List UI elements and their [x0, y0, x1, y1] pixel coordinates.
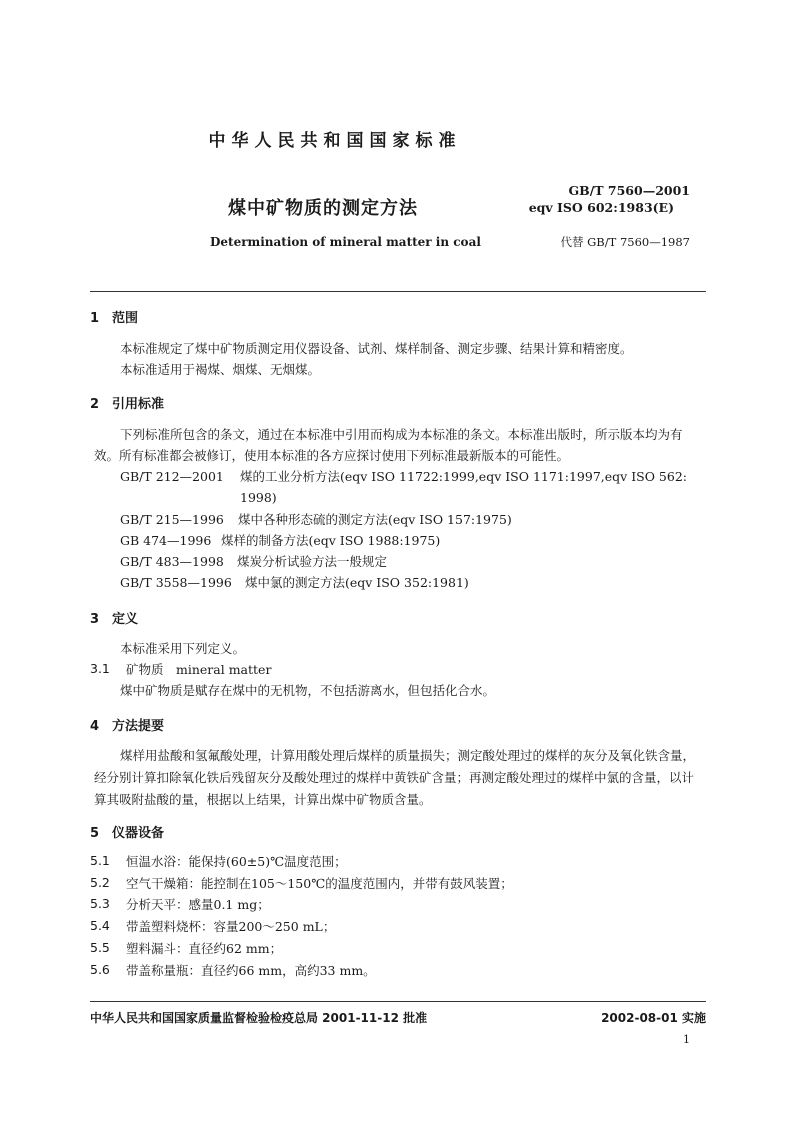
section-4-text: 煤样用盐酸和氢氟酸处理，计算用酸处理后煤样的质量损失；测定酸处理过的煤样的灰分及氧化铁含量，经分别计算扣除氧化铁后残留灰分及酸处理过的煤样中黄铁矿含量；再测定酸处理过的煤样中氯的含量，以计算其吸附盐酸的量，根据以上结果，计算出煤中矿物质含量。	[94, 748, 696, 807]
definition-number: 3.1	[90, 661, 110, 676]
reference-code: GB/T 3558—1996	[120, 575, 232, 590]
section-1-heading: 1 范围	[90, 311, 139, 326]
page-number: 1	[683, 1033, 690, 1046]
reference-title: 煤样的制备方法(eqv ISO 1988:1975)	[221, 533, 441, 548]
standard-number: GB/T 7560—2001	[568, 183, 690, 198]
section-1-paragraph-1: 本标准规定了煤中矿物质测定用仪器设备、试剂、煤样制备、测定步骤、结果计算和精密度。	[120, 341, 633, 356]
footer-divider	[90, 1001, 706, 1002]
document-title: 煤中矿物质的测定方法	[228, 198, 418, 219]
reference-code: GB/T 215—1996	[120, 512, 224, 527]
section-5-heading: 5 仪器设备	[90, 826, 165, 841]
list-item-number: 5.1	[90, 853, 110, 868]
list-item: 分析天平：感量0.1 mg；	[126, 897, 270, 912]
reference-title: 煤中各种形态硫的测定方法(eqv ISO 157:1975)	[238, 512, 512, 527]
reference-code: GB/T 483—1998	[120, 554, 224, 569]
standard-equivalence: eqv ISO 602:1983(E)	[528, 200, 674, 215]
reference-title-continuation: 1998)	[240, 490, 277, 505]
effective-date: 2002-08-01 实施	[601, 1011, 706, 1025]
header-divider	[90, 291, 706, 292]
list-item: 带盖称量瓶：直径约66 mm，高约33 mm。	[126, 963, 376, 978]
list-item-number: 5.3	[90, 896, 110, 911]
section-4-heading: 4 方法提要	[90, 719, 165, 734]
reference-code: GB 474—1996	[120, 533, 212, 548]
reference-title: 煤中氯的测定方法(eqv ISO 352:1981)	[245, 575, 469, 590]
approval-line: 中华人民共和国国家质量监督检验检疫总局 2001-11-12 批准	[90, 1011, 428, 1025]
list-item-number: 5.2	[90, 875, 110, 890]
reference-title: 煤的工业分析方法(eqv ISO 11722:1999,eqv ISO 1171:1997,eqv ISO 562:	[240, 469, 687, 484]
list-item: 塑料漏斗：直径约62 mm；	[126, 941, 283, 956]
document-title-english: Determination of mineral matter in coal	[210, 235, 481, 249]
replaces-standard: 代替 GB/T 7560—1987	[560, 235, 690, 249]
section-1-paragraph-2: 本标准适用于褐煤、烟煤、无烟煤。	[120, 362, 321, 377]
definition-text: 煤中矿物质是赋存在煤中的无机物，不包括游离水，但包括化合水。	[120, 683, 496, 698]
list-item-number: 5.5	[90, 940, 110, 955]
list-item: 带盖塑料烧杯：容量200～250 mL；	[126, 919, 336, 934]
list-item: 空气干燥箱：能控制在105～150℃的温度范围内，并带有鼓风装置；	[126, 876, 513, 891]
definition-term: 矿物质 mineral matter	[126, 662, 272, 677]
section-2-intro: 下列标准所包含的条文，通过在本标准中引用而构成为本标准的条文。本标准出版时，所示版本均为有效。所有标准都会被修订，使用本标准的各方应探讨使用下列标准最新版本的可能性。	[94, 427, 683, 463]
reference-title: 煤炭分析试验方法一般规定	[237, 554, 388, 569]
list-item-number: 5.6	[90, 962, 110, 977]
list-item: 恒温水浴：能保持(60±5)℃温度范围；	[126, 854, 347, 869]
list-item-number: 5.4	[90, 918, 110, 933]
section-2-heading: 2 引用标准	[90, 397, 165, 412]
section-3-heading: 3 定义	[90, 612, 139, 627]
section-3-intro: 本标准采用下列定义。	[120, 641, 246, 656]
reference-code: GB/T 212—2001	[120, 469, 224, 484]
standard-category-title: 中华人民共和国国家标准	[208, 131, 462, 151]
